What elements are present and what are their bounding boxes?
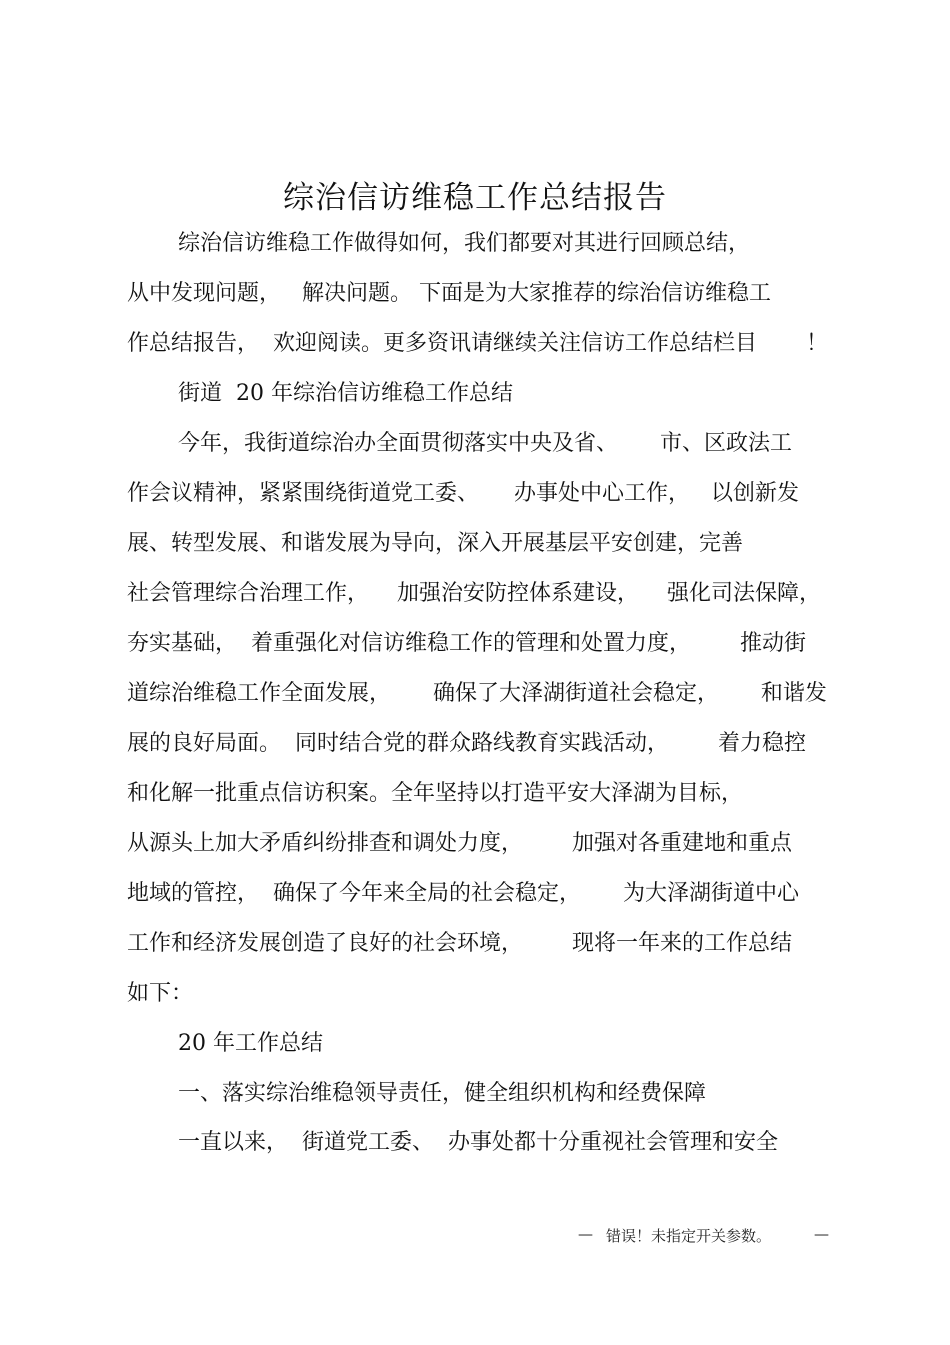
body-line: 如下：: [127, 981, 194, 1006]
body-line: 地域的管控， 确保了今年来全局的社会稳定， 为大泽湖街道中心: [127, 881, 799, 906]
body-line: 社会管理综合治理工作， 加强治安防控体系建设， 强化司法保障，: [127, 581, 821, 606]
body-line: 作会议精神，紧紧围绕街道党工委、 办事处中心工作， 以创新发: [127, 481, 799, 506]
section-heading: 街道 20 年综治信访维稳工作总结: [178, 381, 513, 406]
body-line: 展、转型发展、和谐发展为导向，深入开展基层平安创建，完善: [127, 531, 744, 556]
body-line: 展的良好局面。 同时结合党的群众路线教育实践活动， 着力稳控: [127, 731, 806, 756]
body-line: 夯实基础， 着重强化对信访维稳工作的管理和处置力度， 推动街: [127, 631, 806, 656]
body-line: 综治信访维稳工作做得如何，我们都要对其进行回顾总结，: [178, 231, 751, 256]
section-heading: 一、落实综治维稳领导责任，健全组织机构和经费保障: [178, 1081, 707, 1106]
body-line: 从中发现问题， 解决问题。 下面是为大家推荐的综治信访维稳工: [127, 281, 771, 306]
body-line: 今年，我街道综治办全面贯彻落实中央及省、 市、区政法工: [178, 431, 792, 456]
footer-text: 错误！未指定开关参数。: [606, 1227, 772, 1245]
section-heading: 20 年工作总结: [178, 1031, 323, 1056]
footer-left-dash: —: [578, 1225, 593, 1243]
body-line: 从源头上加大矛盾纠纷排查和调处力度， 加强对各重建地和重点: [127, 831, 792, 856]
body-line: 作总结报告， 欢迎阅读。更多资讯请继续关注信访工作总结栏目 ！: [127, 331, 828, 356]
body-line: 工作和经济发展创造了良好的社会环境， 现将一年来的工作总结: [127, 931, 792, 956]
body-line: 一直以来， 街道党工委、 办事处都十分重视社会管理和安全: [178, 1130, 778, 1155]
footer-right-dash: —: [814, 1225, 829, 1243]
body-line: 和化解一批重点信访积案。全年坚持以打造平安大泽湖为目标，: [127, 781, 744, 806]
document-title: 综治信访维稳工作总结报告: [283, 180, 667, 216]
body-line: 道综治维稳工作全面发展， 确保了大泽湖街道社会稳定， 和谐发: [127, 681, 827, 706]
